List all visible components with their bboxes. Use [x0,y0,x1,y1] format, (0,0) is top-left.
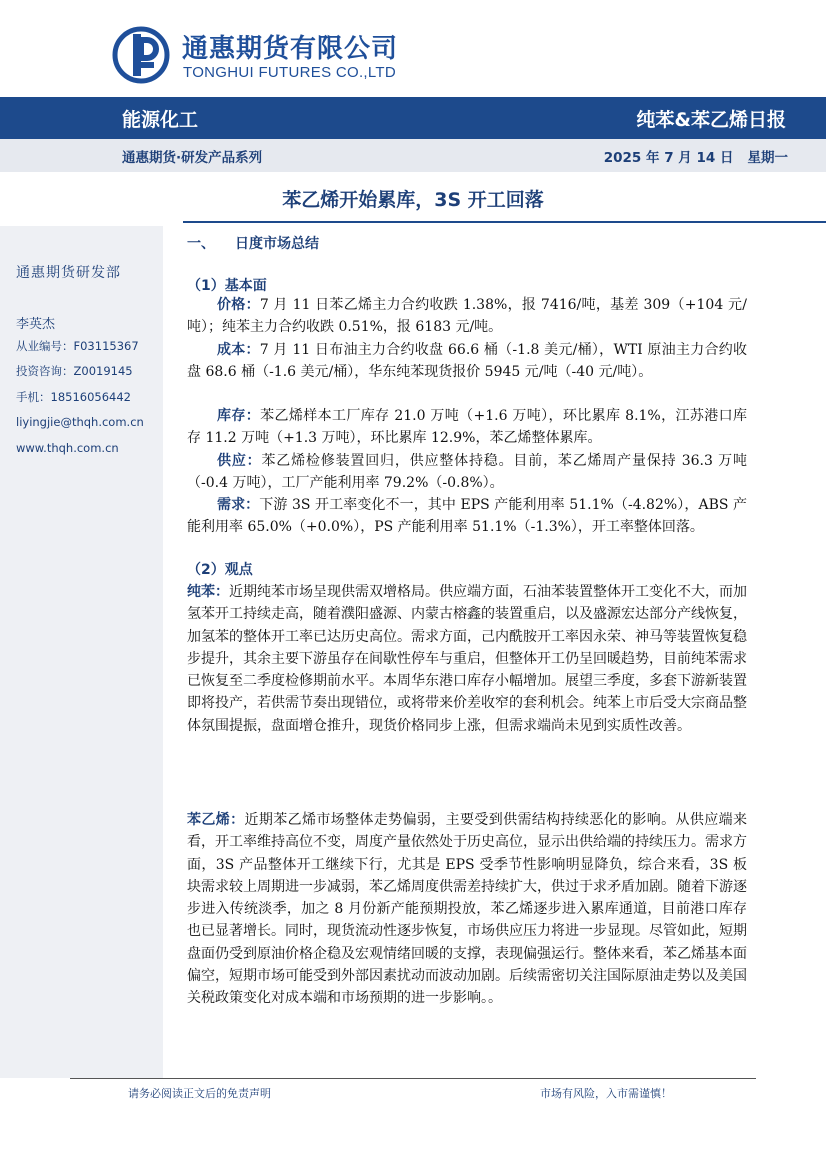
company-name-en: TONGHUI FUTURES CO.,LTD [183,64,397,81]
disclaimer-note: 请务必阅读正文后的免责声明 [128,1087,271,1100]
styrene-view-paragraph: 苯乙烯：近期苯乙烯市场整体走势偏弱，主要受到供需结构持续恶化的影响。从供应端来看，开工率维持高位不变，周度产量依然处于历史高位，显示出供给端的持续压力。需求方面，3S 产品整体开工继续下行，尤其是 EPS 受季节性影响明显降负，综合来看，3S 板块需求较上周期进一步减弱，苯乙烯周度供需差持续扩大，供过于求矛盾加剧。随着下游逐步进入传统淡季，加之 8 月份新产能预期投放，苯乙烯逐步进入累库通道，目前港口库存也已显著增长。同时，现货流动性逐步恢复，市场供应压力将进一步显现。尽管如此，短期盘面仍受到原油价格企稳及宏观情绪回暖的支撑，表现偏强运行。整体来看，苯乙烯基本面偏空，短期市场可能受到外部因素扰动而波动加剧。后续需密切关注国际原油走势以及美国关税政策变化对成本端和市场预期的进一步影响。。 [187,812,748,1007]
report-title: 纯苯&苯乙烯日报 [636,109,786,131]
weekday-text: 星期一 [747,150,788,166]
date-text: 2025 年 7 月 14 日 [603,150,734,166]
email-link[interactable]: liyingjie@thqh.com.cn [16,415,144,429]
sector-label: 能源化工 [122,109,199,131]
inventory-paragraph: 库存：苯乙烯样本工厂库存 21.0 万吨（+1.6 万吨），环比累库 8.1%，江苏港口库存 11.2 万吨（+1.3 万吨），环比累库 12.9%，苯乙烯整体累库。 [187,408,747,447]
website-link[interactable]: www.thqh.com.cn [16,441,119,455]
department-name: 通惠期货研发部 [16,265,121,281]
series-label: 通惠期货·研发产品系列 [122,150,263,166]
analyst-name: 李英杰 [16,317,56,332]
fundamentals-heading: （1）基本面 [187,278,267,294]
phone-number: 手机：18516056442 [16,390,131,404]
footer-divider [70,1078,756,1079]
consulting-number: 投资咨询：Z0019145 [16,364,133,378]
page-title: 苯乙烯开始累库，3S 开工回落 [282,189,544,211]
benzene-view-paragraph: 纯苯：近期纯苯市场呈现供需双增格局。供应端方面，石油苯装置整体开工变化不大，而加氢苯开工持续走高，随着濮阳盛源、内蒙古榕鑫的装置重启，以及盛源宏达部分产线恢复，加氢苯的整体开工率已达历史高位。需求方面，己内酰胺开工率因永荣、神马等装置恢复稳步提升，其余主要下游虽存在间歇性停车与重启，但整体开工仍呈回暖趋势，目前纯苯需求已恢复至二季度检修期前水平。本周华东港口库存小幅增加。展望三季度，多套下游新装置即将投产，若供需节奏出现错位，或将带来价差收窄的套利机会。纯苯上市后受大宗商品整体氛围提振，盘面增仓推升，现货价格同步上涨，但需求端尚未见到实质性改善。 [187,584,747,734]
views-heading: （2）观点 [187,562,253,578]
company-name-cn: 通惠期货有限公司 [182,34,399,64]
report-date [604,146,788,166]
company-logo-icon [112,26,170,84]
price-paragraph: 价格：7 月 11 日苯乙烯主力合约收跌 1.38%，报 7416/吨，基差 309（+104 元/吨）；纯苯主力合约收跌 0.51%，报 6183 元/吨。 [187,297,747,336]
cost-paragraph: 成本：7 月 11 日布油主力合约收盘 66.6 桶（-1.8 美元/桶），WTI 原油主力合约收盘 68.6 桶（-1.6 美元/桶），华东纯苯现货报价 5945 元/吨（-40 元/吨）。 [187,342,748,381]
demand-paragraph: 需求：下游 3S 开工率变化不一，其中 EPS 产能利用率 51.1%（-4.82%），ABS 产能利用率 65.0%（+0.0%），PS 产能利用率 51.1%（-1.3%），开工率整体回落。 [187,497,747,536]
supply-paragraph: 供应：苯乙烯检修装置回归，供应整体持稳。目前，苯乙烯周产量保持 36.3 万吨（-0.4 万吨），工厂产能利用率 79.2%（-0.8%）。 [187,453,747,492]
risk-warning: 市场有风险，入市需谨慎！ [540,1087,672,1100]
section-heading: 一、 日度市场总结 [187,236,319,252]
headline-divider [183,221,826,223]
license-number: 从业编号：F03115367 [16,339,139,353]
